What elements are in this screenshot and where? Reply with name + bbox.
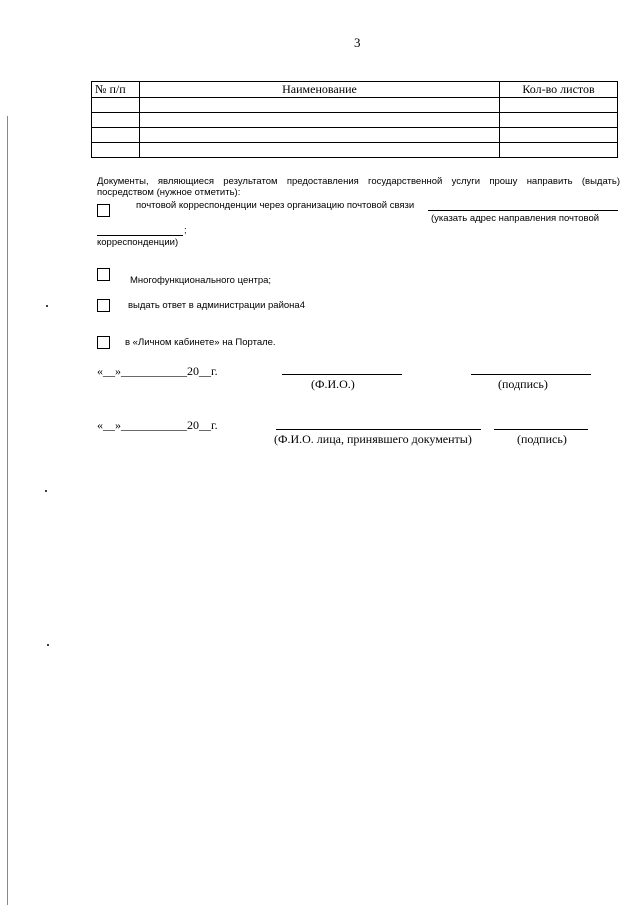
documents-table xyxy=(91,81,618,158)
mfc-option-label: Многофункционального центра; xyxy=(130,275,272,286)
personal-cabinet-option-label: в «Личном кабинете» на Портале. xyxy=(125,337,276,348)
postal-address-hint: (указать адрес направления почтовой xyxy=(431,213,600,224)
personal-cabinet-checkbox[interactable] xyxy=(97,336,110,349)
date-field-2[interactable]: «__»___________20__г. xyxy=(97,418,218,432)
administration-option-label: выдать ответ в администрации района4 xyxy=(128,300,305,311)
table-row xyxy=(92,113,618,128)
fio-line-1[interactable] xyxy=(282,374,402,375)
table-row xyxy=(92,98,618,113)
signature-line-1[interactable] xyxy=(471,374,591,375)
postal-semicolon: ; xyxy=(184,225,187,236)
table-cell[interactable] xyxy=(92,113,140,128)
table-cell[interactable] xyxy=(500,128,618,143)
signature-line-2[interactable] xyxy=(494,429,588,430)
table-row xyxy=(92,143,618,158)
table-cell[interactable] xyxy=(92,98,140,113)
table-cell[interactable] xyxy=(500,113,618,128)
table-cell[interactable] xyxy=(140,98,500,113)
table-cell[interactable] xyxy=(92,128,140,143)
administration-checkbox[interactable] xyxy=(97,299,110,312)
scan-dot xyxy=(45,490,47,492)
signature-caption-1: (подпись) xyxy=(498,377,548,391)
date-field-1[interactable]: «__»___________20__г. xyxy=(97,364,218,378)
table-cell[interactable] xyxy=(92,143,140,158)
table-cell[interactable] xyxy=(140,143,500,158)
table-header-row xyxy=(92,82,618,98)
postal-address-line[interactable] xyxy=(428,210,618,211)
scan-margin-line xyxy=(7,116,8,905)
table-cell[interactable] xyxy=(140,113,500,128)
postal-option-label: почтовой корреспонденции через организацию почтовой связи xyxy=(136,200,415,211)
receiver-fio-caption: (Ф.И.О. лица, принявшего документы) xyxy=(274,432,472,446)
table-cell[interactable] xyxy=(140,128,500,143)
postal-checkbox[interactable] xyxy=(97,204,110,217)
fio-caption-1: (Ф.И.О.) xyxy=(311,377,355,391)
scan-dot xyxy=(47,644,49,646)
postal-address-line-2[interactable] xyxy=(97,235,183,236)
scan-dot xyxy=(46,305,48,307)
table-cell[interactable] xyxy=(500,98,618,113)
column-header-sheets: Кол-во листов xyxy=(500,82,618,98)
signature-caption-2: (подпись) xyxy=(517,432,567,446)
receiver-fio-line[interactable] xyxy=(276,429,481,430)
table-cell[interactable] xyxy=(500,143,618,158)
column-header-name: Наименование xyxy=(140,82,500,98)
mfc-checkbox[interactable] xyxy=(97,268,110,281)
postal-address-hint-cont: корреспонденции) xyxy=(97,237,179,248)
column-header-number: № п/п xyxy=(92,82,140,98)
table-row xyxy=(92,128,618,143)
delivery-intro-text: Документы, являющиеся результатом предоставления государственной услуги прошу направить (выдать) посредством (нужное отметить): xyxy=(97,176,620,198)
page-number: 3 xyxy=(354,35,361,50)
